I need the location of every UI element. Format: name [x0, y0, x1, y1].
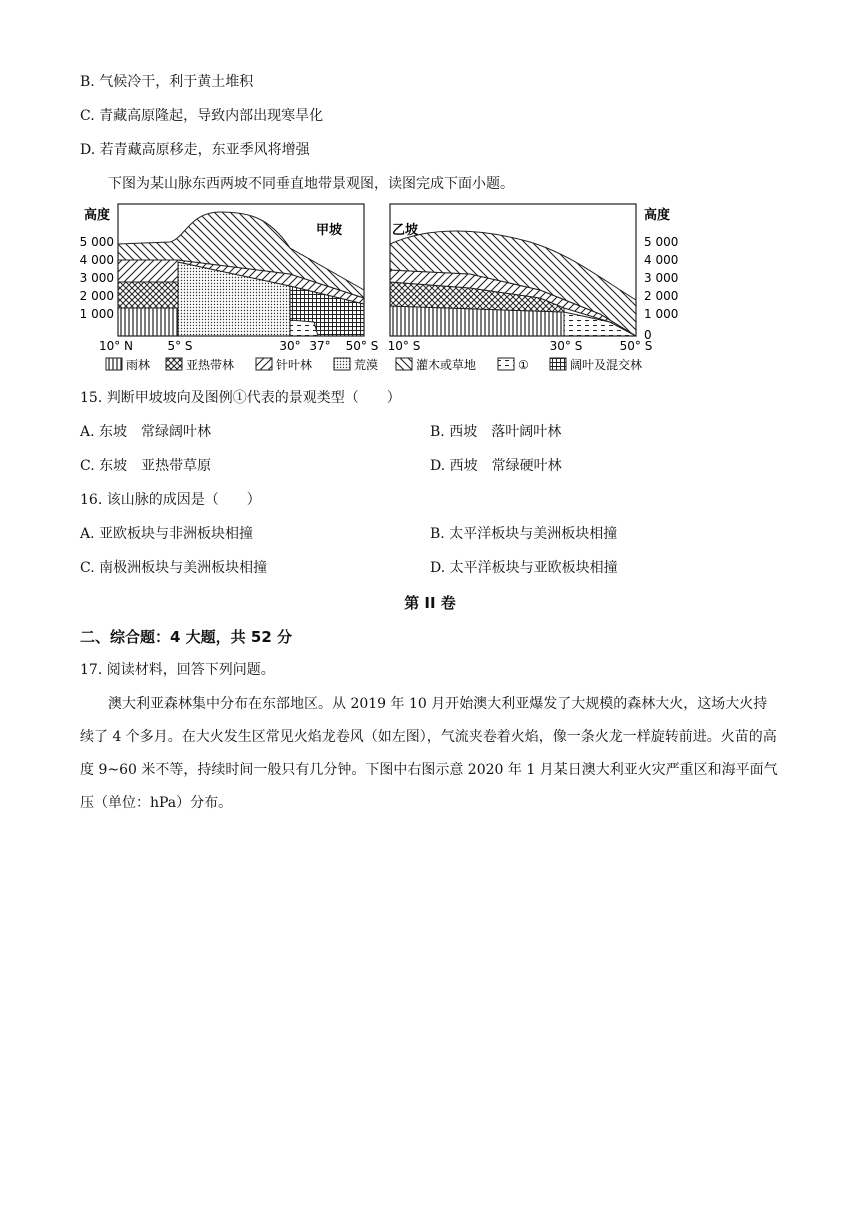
legend-label: 针叶林	[276, 358, 313, 372]
legend-label: 雨林	[126, 358, 151, 372]
left-y-ticks	[80, 235, 114, 321]
left-y-tick: 3 000	[79, 271, 114, 285]
legend-label: 荒漠	[354, 358, 379, 372]
section-title: 第 II 卷	[404, 594, 456, 612]
legend-label: 亚热带林	[186, 358, 235, 372]
left-x-tick: 30°	[279, 339, 301, 353]
left-x-tick: 37°	[309, 339, 331, 353]
legend	[106, 357, 642, 372]
left-ylabel: 高度	[84, 208, 111, 223]
left-zone-rainforest	[118, 308, 178, 336]
right-x-tick: 30° S	[549, 339, 583, 353]
left-x-tick: 10° N	[98, 339, 134, 353]
q16-stem: 16. 该山脉的成因是（ ）	[80, 492, 261, 508]
left-y-tick: 2 000	[79, 289, 114, 303]
legend-swatch-broadleaf	[550, 358, 566, 370]
figure-intro: 下图为某山脉东西两坡不同垂直地带景观图，读图完成下面小题。	[108, 176, 514, 192]
q16-option-d: D. 太平洋板块与亚欧板块相撞	[430, 560, 618, 576]
legend-swatch-conifer	[256, 358, 272, 370]
vertical-zone-figure	[0, 198, 860, 378]
option-d-prev: D. 若青藏高原移走，东亚季风将增强	[80, 142, 310, 158]
legend-swatch-1	[498, 358, 514, 370]
left-y-tick: 5 000	[79, 235, 114, 249]
right-y-tick: 0	[644, 328, 652, 342]
right-x-ticks	[388, 339, 653, 353]
left-zone-1	[290, 320, 318, 336]
q16-option-b: B. 太平洋板块与美洲板块相撞	[430, 526, 618, 542]
right-y-ticks	[644, 235, 678, 342]
right-y-tick: 1 000	[644, 307, 679, 321]
q17-stem: 17. 阅读材料，回答下列问题。	[80, 662, 275, 678]
legend-label: 阔叶及混交林	[570, 358, 643, 372]
right-ylabel: 高度	[644, 208, 671, 223]
left-zone-subtropical	[118, 282, 178, 308]
slope-a-label: 甲坡	[316, 223, 343, 238]
slope-b-label: 乙坡	[392, 223, 419, 238]
q15-option-b: B. 西坡 落叶阔叶林	[430, 424, 562, 440]
left-y-tick: 4 000	[79, 253, 114, 267]
legend-label: ①	[518, 358, 529, 372]
q15-option-c: C. 东坡 亚热带草原	[80, 458, 212, 474]
q16-option-c: C. 南极洲板块与美洲板块相撞	[80, 560, 268, 576]
q15-option-d: D. 西坡 常绿硬叶林	[430, 458, 562, 474]
q15-option-a: A. 东坡 常绿阔叶林	[80, 424, 212, 440]
part2-heading: 二、综合题：4 大题，共 52 分	[80, 628, 292, 646]
right-x-tick: 50° S	[619, 339, 653, 353]
q16-option-a: A. 亚欧板块与非洲板块相撞	[80, 526, 254, 542]
left-x-tick: 5° S	[167, 339, 193, 353]
right-y-tick: 3 000	[644, 271, 679, 285]
legend-swatch-desert	[334, 358, 350, 370]
legend-swatch-shrub	[396, 358, 412, 370]
option-b-prev: B. 气候冷干，利于黄土堆积	[80, 74, 254, 90]
right-y-tick: 2 000	[644, 289, 679, 303]
option-c-prev: C. 青藏高原隆起，导致内部出现寒旱化	[80, 108, 324, 124]
left-y-tick: 1 000	[79, 307, 114, 321]
left-x-tick: 50° S	[345, 339, 379, 353]
q15-stem: 15. 判断甲坡坡向及图例①代表的景观类型（ ）	[80, 390, 401, 406]
left-x-ticks	[99, 339, 378, 353]
legend-swatch-subtropical	[166, 358, 182, 370]
right-x-tick: 10° S	[387, 339, 421, 353]
right-y-tick: 5 000	[644, 235, 679, 249]
right-y-tick: 4 000	[644, 253, 679, 267]
legend-swatch-rainforest	[106, 358, 122, 370]
legend-label: 灌木或草地	[416, 358, 477, 372]
q17-material: 澳大利亚森林集中分布在东部地区。从 2019 年 10 月开始澳大利亚爆发了大规模的森林大火，这场大火持续了 4 个多月。在大火发生区常见火焰龙卷风（如左图），气流夹卷着火焰，像一条火龙一样旋转前进。火苗的高度 9~60 米不等，持续时间一般只有几分钟。下图中右图示意 2020 年 1 月某日澳大利亚火灾严重区和海平面气压（单位：hPa）分布。	[80, 696, 778, 811]
